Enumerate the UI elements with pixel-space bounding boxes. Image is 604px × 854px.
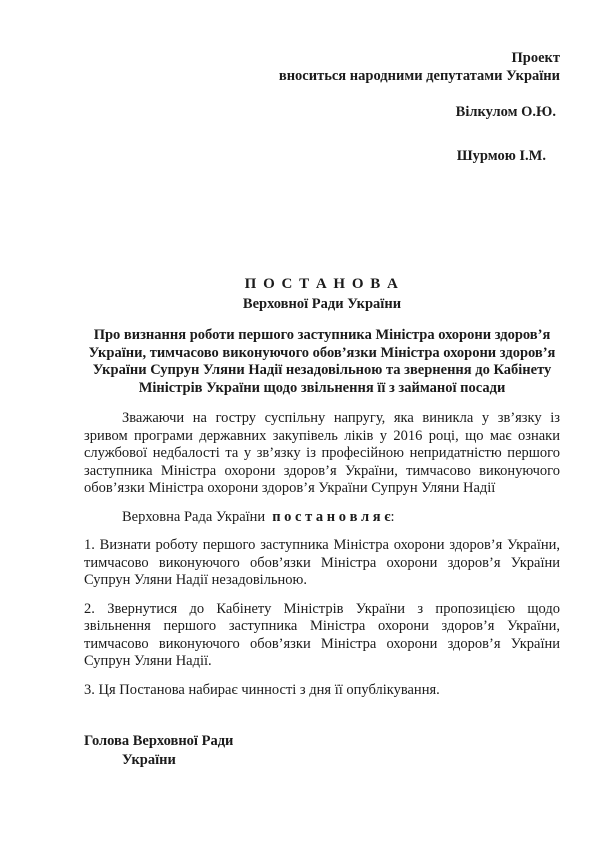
- submitted-by-line: вноситься народними депутатами України: [278, 67, 560, 84]
- signature-title-line1: Голова Верховної Ради: [84, 733, 234, 749]
- document-type-title: П О С Т А Н О В А: [244, 276, 400, 292]
- deputy-name-1: Вілкулом О.Ю.: [455, 104, 556, 120]
- enacting-verb: п о с т а н о в л я є: [272, 508, 391, 525]
- resolution-item-3: 3. Ця Постанова набирає чинності з дня її опублікування.: [84, 681, 440, 698]
- deputy-name-2: Шурмою І.М.: [456, 147, 546, 164]
- title-block: [84, 276, 560, 313]
- issuing-body-title: Верховної Ради України: [242, 295, 402, 312]
- enacting-colon: :: [390, 508, 395, 525]
- resolution-item-1: 1. Визнати роботу першого заступника Міністра охорони здоров’я України, тимчасово виконуючого обов’язки Міністра охорони здоров’я України Супрун Уляни Надії незадовільною.: [84, 537, 560, 588]
- resolution-subject: Про визнання роботи першого заступника Міністра охорони здоров’я України, тимчасово виконуючого обов’язки Міністра охорони здоров’я України Супрун Уляни Надії незадовільною та звернення до Кабінету Міністрів України щодо звільнення її з займаної посади: [88, 327, 556, 396]
- submission-header: [84, 50, 560, 165]
- signature-block: [84, 732, 560, 770]
- project-label: Проект: [511, 50, 560, 66]
- resolution-item-2: 2. Звернутися до Кабінету Міністрів України з пропозицією щодо звільнення першого заступника Міністра охорони здоров’я України, тимчасово виконуючого обов’язки Міністра охорони здоров’я України Супрун Уляни Надії.: [84, 600, 560, 669]
- preamble-paragraph: Зважаючи на гостру суспільну напругу, яка виникла у зв’язку із зривом програми державних закупівель ліків у 2016 році, що має ознаки службової недбалості та у зв’язку із професійною непридатністю першого заступника Міністра охорони здоров’я України, тимчасово виконуючого обов’язки Міністра охорони здоров’я України Супрун Уляни Надії: [84, 410, 560, 496]
- enacting-prefix: Верховна Рада України: [122, 508, 266, 525]
- enacting-clause: [84, 509, 560, 527]
- signature-title-line2: України: [122, 752, 176, 768]
